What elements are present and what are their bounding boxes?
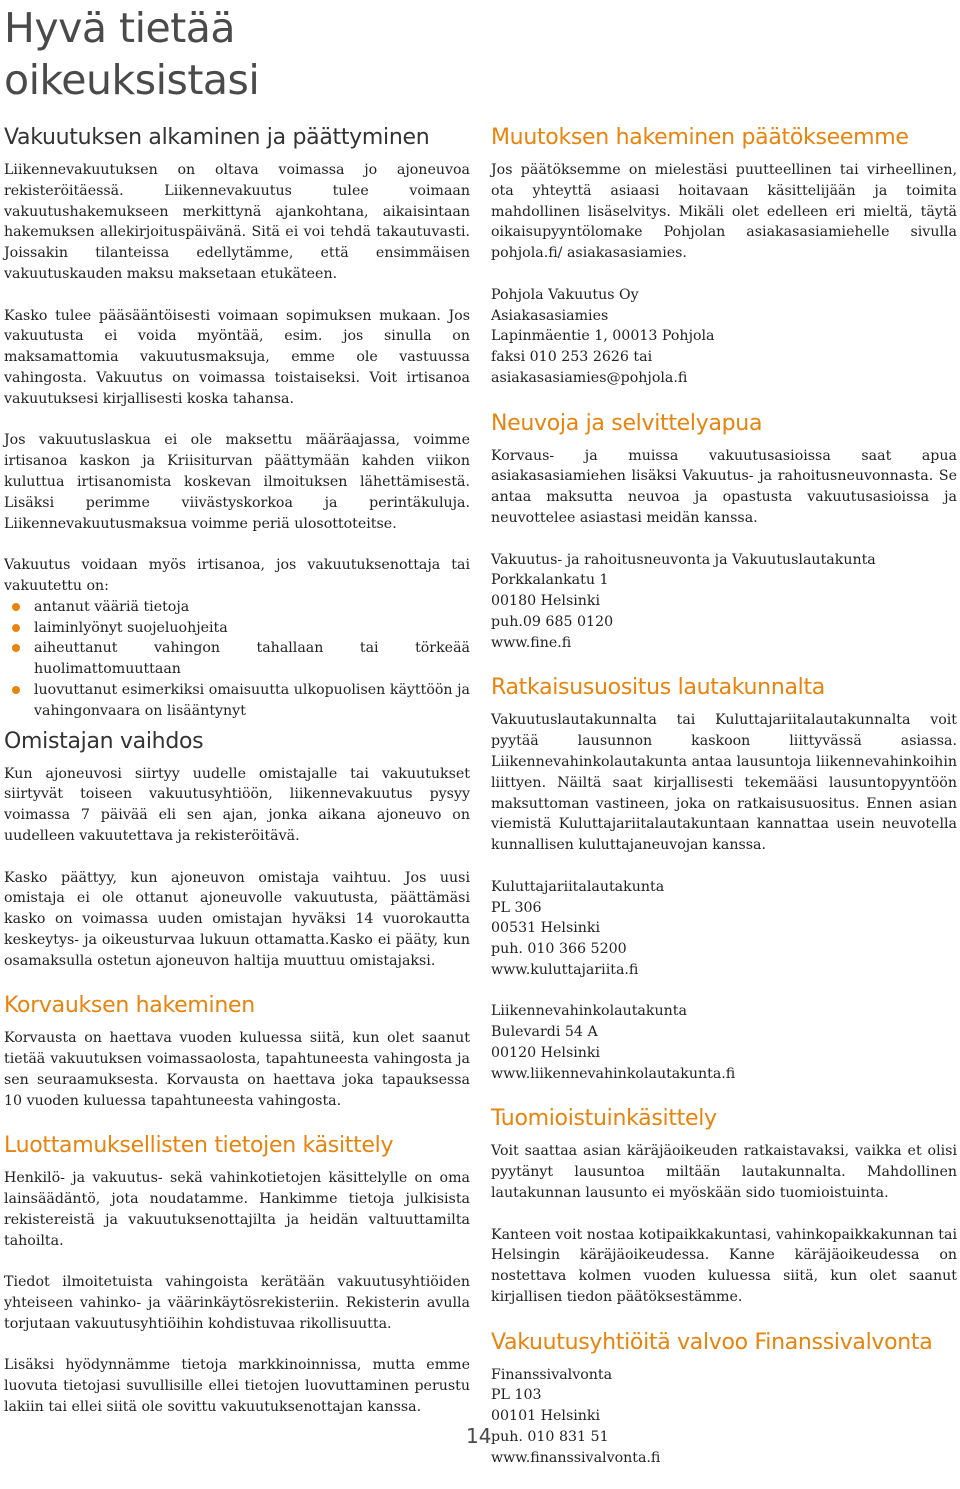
- bullet-dot-icon: [12, 624, 20, 632]
- bullet-dot-icon: [12, 603, 20, 611]
- paragraph: Vakuutuslautakunnalta tai Kuluttajariitalautakunnalta voit pyytää lausunnon kaskoon liittyvässä asiassa. Liikennevahinkolautakunta antaa lausuntoja liikennevahinkoihin liittyen. Näiltä saat kirjallisesti tekemääsi lausuntopyyntöön maksuttoman vastineen, joka on ratkaisusuositus. Ennen asian viemistä Kuluttajariitalautakuntaan kannattaa usein neuvotella kunnallisen kuluttajaneuvojan kanssa.: [491, 712, 957, 854]
- email-link[interactable]: asiakasasiamies@pohjola.fi: [491, 369, 688, 386]
- paragraph: Tiedot ilmoitetuista vahingoista kerätään vakuutusyhtiöiden yhteiseen vahinko- ja väärinkäytösrekisteriin. Rekisterin avulla torjutaan vakuutusyhtiöihin kohdistuvaa rikollisuutta.: [4, 1274, 470, 1332]
- page-title-line-1: Hyvä tietää: [4, 4, 236, 52]
- address-block-finanssivalvonta: Finanssivalvonta PL 103 00101 Helsinki puh. 010 831 51 www.finanssivalvonta.fi: [491, 1365, 957, 1469]
- paragraph: Liikennevakuutuksen on oltava voimassa jo ajoneuvoa rekisteröitäessä. Liikennevakuutus tulee voimaan vakuutushakemukseen merkittynä ajankohtana, aikaisintaan hakemuksen allekirjoituspäivänä. Sitä ei voi tehdä takautuvasti. Joissakin tilanteissa edellytämme, että ensimmäisen vakuutuskauden maksu maksetaan etukäteen.: [4, 162, 470, 282]
- address-block-traffic-board: Liikennevahinkolautakunta Bulevardi 54 A 00120 Helsinki www.liikennevahinkolautakunta.fi: [491, 1001, 957, 1084]
- address-block-consumer-board: Kuluttajariitalautakunta PL 306 00531 Helsinki puh. 010 366 5200 www.kuluttajariita.fi: [491, 877, 957, 981]
- paragraph: Voit saattaa asian käräjäoikeuden ratkaistavaksi, vaikka et olisi pyytänyt lausuntoa miltään lautakunnalta. Mahdollinen lautakunnan lausunto ei myöskään sido tuomioistuinta.: [491, 1143, 957, 1202]
- website-link[interactable]: www.kuluttajariita.fi: [491, 961, 639, 978]
- paragraph: Henkilö- ja vakuutus- sekä vahinkotietojen käsittelylle on oma lainsäädäntö, jota noudatamme. Hankimme tietoja julkisista rekistereistä ja vakuutuksenottajilta ja heidän valtuuttamilta tahoilta.: [4, 1170, 470, 1249]
- right-column: [491, 124, 957, 1489]
- section-heading-owner-change: Omistajan vaihdos: [4, 728, 204, 754]
- paragraph: Jos päätöksemme on mielestäsi puutteellinen tai virheellinen, ota yhteyttä asiaasi hoitavaan käsittelijään ja toimita mahdollinen lisäselvitys. Mikäli olet edelleen eri mieltä, täytä oikaisupyyntölomake Pohjolan asiakasasiamiehelle sivulla pohjola.fi/ asiakasasiamies.: [491, 162, 957, 262]
- section-heading-supervision: Vakuutusyhtiöitä valvoo Finanssivalvonta: [491, 1329, 933, 1355]
- paragraph: Kasko päättyy, kun ajoneuvon omistaja vaihtuu. Jos uusi omistaja ei ole ottanut ajoneuvolle vakuutusta, päättämäsi kasko on voimassa uuden omistajan hyväksi 14 vuorokautta keskeytys- ja oikeusturvaa lukuun ottamatta.Kasko ei pääty, kun osamaksulla ostetun ajoneuvon haltija muuttuu omistajaksi.: [4, 869, 470, 969]
- paragraph: Kanteen voit nostaa kotipaikkakuntasi, vahinkopaikkakunnan tai Helsingin käräjäoikeudessa. Kanne käräjäoikeudessa on nostettava kolmen vuoden kuluessa siitä, kun olet saanut kirjallisen tiedon päätöksestämme.: [491, 1226, 957, 1306]
- paragraph: Korvaus- ja muissa vakuutusasioissa saat apua asiakasasiamiehen lisäksi Vakuutus- ja rahoitusneuvonnasta. Se antaa maksutta neuvoa ja opastusta vakuutusasioissa ja neuvottelee asiastasi meidän kanssa.: [491, 447, 957, 526]
- paragraph: Korvausta on haettava vuoden kuluessa siitä, kun olet saanut tietää vakuutuksen voimassaolosta, tapahtuneesta vahingosta ja sen seuraamuksesta. Korvausta on haettava joka tapauksessa 10 vuoden kuluessa tapahtuneesta vahingosta.: [4, 1030, 470, 1109]
- termination-reasons-list: [4, 597, 470, 722]
- page-title-line-2: oikeuksistasi: [4, 56, 260, 104]
- section-heading-confidential-data: Luottamuksellisten tietojen käsittely: [4, 1133, 394, 1159]
- list-item: luovuttanut esimerkiksi omaisuutta ulkopuolisen käyttöön ja vahingonvaara on lisääntynyt: [4, 680, 470, 722]
- section-heading-appeal: Muutoksen hakeminen päätökseemme: [491, 125, 909, 150]
- left-column: [4, 124, 470, 1439]
- paragraph: Jos vakuutuslaskua ei ole maksettu määräajassa, voimme irtisanoa kaskon ja Kriisiturvan päättymään kahden viikon kuluttua irtisanomista koskevan ilmoituksen lähettämisestä. Lisäksi perimme viivästyskorkoa ja perintäkuluja. Liikennevakuutusmaksua voimme periä ulosottoteitse.: [4, 432, 470, 532]
- paragraph: Kun ajoneuvosi siirtyy uudelle omistajalle tai vakuutukset siirtyvät toiseen vakuutusyhtiöön, liikennevakuutus pysyy voimassa 7 päivää eli sen ajan, jonka aikana ajoneuvo on uudelleen vakuutettava ja rekisteröitävä.: [4, 765, 470, 844]
- website-link[interactable]: www.liikennevahinkolautakunta.fi: [491, 1065, 736, 1082]
- page-title: [4, 2, 259, 106]
- section-heading-board-recommendation: Ratkaisusuositus lautakunnalta: [491, 675, 825, 701]
- section-heading-insurance-start-end: Vakuutuksen alkaminen ja päättyminen: [4, 125, 430, 150]
- list-item: laiminlyönyt suojeluohjeita: [4, 618, 470, 639]
- bullet-dot-icon: [12, 644, 20, 652]
- address-block-pohjola: Pohjola Vakuutus Oy Asiakasasiamies Lapinmäentie 1, 00013 Pohjola faksi 010 253 2626 tai asiakasasiamies@pohjola.fi: [491, 285, 957, 389]
- bullet-dot-icon: [12, 686, 20, 694]
- paragraph: Vakuutus voidaan myös irtisanoa, jos vakuutuksenottaja tai vakuutettu on:: [4, 557, 470, 594]
- paragraph: Kasko tulee pääsääntöisesti voimaan sopimuksen mukaan. Jos vakuutusta ei voida myöntää, esim. jos sinulla on maksamattomia vakuutusmaksuja, emme ole vastuussa vahingosta. Vakuutus on voimassa toistaiseksi. Voit irtisanoa vakuutuksesi kirjallisesti koska tahansa.: [4, 307, 470, 407]
- address-block-fine: Vakuutus- ja rahoitusneuvonta ja Vakuutuslautakunta Porkkalankatu 1 00180 Helsinki puh.09 685 0120 www.fine.fi: [491, 550, 957, 654]
- list-item: aiheuttanut vahingon tahallaan tai törkeää huolimattomuuttaan: [4, 638, 470, 680]
- section-heading-claim: Korvauksen hakeminen: [4, 993, 255, 1019]
- website-link[interactable]: www.fine.fi: [491, 634, 572, 651]
- section-heading-advice: Neuvoja ja selvittelyapua: [491, 410, 763, 436]
- paragraph: Lisäksi hyödynnämme tietoja markkinoinnissa, mutta emme luovuta tietojasi suvullisille ellei tietojen luovuttaminen perustu lakiin tai ellei siitä ole sovittu vakuutuksenottajan kanssa.: [4, 1357, 470, 1416]
- list-item: antanut vääriä tietoja: [4, 597, 470, 618]
- section-heading-court: Tuomioistuinkäsittely: [491, 1106, 717, 1132]
- page-number: 14: [466, 1424, 492, 1448]
- website-link[interactable]: www.finanssivalvonta.fi: [491, 1449, 661, 1466]
